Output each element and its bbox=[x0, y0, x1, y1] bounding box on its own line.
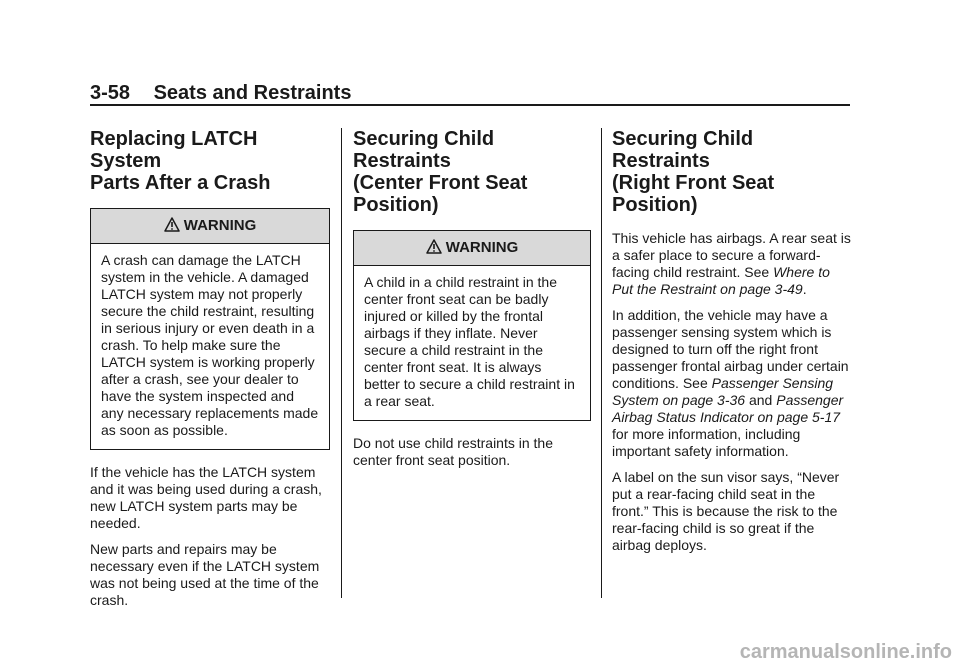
warning-header bbox=[354, 231, 590, 266]
paragraph: In addition, the vehicle may have a passenger sensing system which is designed to turn off the right front passenger frontal airbag under certain conditions. See Passenger Sensing System on page 3-36 and Passenger Airbag Status Indicator on page 5-17 for more information, including important safety information. bbox=[612, 307, 849, 459]
cross-reference-link[interactable]: Passenger Sensing System on page 3-36 bbox=[612, 375, 834, 408]
warning-label: WARNING bbox=[445, 239, 519, 256]
warning-triangle-icon bbox=[426, 239, 442, 254]
section-heading: Replacing LATCH System Parts After a Crash bbox=[90, 128, 271, 194]
column-latch-replacement bbox=[90, 128, 330, 618]
warning-box bbox=[353, 230, 591, 421]
warning-text: A crash can damage the LATCH system in the vehicle. A damaged LATCH system may not properly secure the child restraint, resulting in serious injury or even death in a crash. To help make sure the LATCH system is working properly after a crash, see your dealer to have the system inspected and any necessary replacements made as soon as possible. bbox=[101, 252, 319, 438]
warning-label: WARNING bbox=[183, 217, 257, 234]
paragraph: A label on the sun visor says, “Never put a rear-facing child seat in the front.” This is because the risk to the rear-facing child is so great if the airbag deploys. bbox=[612, 469, 840, 553]
cross-reference-link[interactable]: Passenger Airbag Status Indicator on page 5-17 bbox=[612, 392, 844, 425]
paragraph: Do not use child restraints in the center front seat position. bbox=[353, 435, 553, 468]
header-rule bbox=[90, 104, 850, 106]
section-heading: Securing Child Restraints (Right Front Seat Position) bbox=[612, 128, 775, 216]
paragraph: If the vehicle has the LATCH system and it was being used during a crash, new LATCH system parts may be needed. bbox=[90, 464, 322, 531]
warning-header bbox=[91, 209, 329, 244]
section-title: Seats and Restraints bbox=[153, 82, 352, 104]
column-right-front-seat bbox=[612, 128, 852, 563]
paragraph: New parts and repairs may be necessary even if the LATCH system was not being used at the time of the crash. bbox=[90, 541, 320, 608]
page-header bbox=[90, 82, 351, 105]
cross-reference-link[interactable]: Where to Put the Restraint on page 3-49 bbox=[612, 264, 830, 297]
section-heading: Securing Child Restraints (Center Front Seat Position) bbox=[353, 128, 528, 216]
warning-triangle-icon bbox=[164, 217, 180, 232]
page-number: 3-58 bbox=[90, 82, 131, 104]
warning-text: A child in a child restraint in the center front seat can be badly injured or killed by the frontal airbags if they inflate. Never secure a child restraint in the center front seat. It is always better to secure a child restraint in a rear seat. bbox=[364, 274, 575, 409]
column-divider bbox=[601, 128, 602, 598]
column-center-front-seat bbox=[353, 128, 591, 478]
column-divider bbox=[341, 128, 342, 598]
warning-box bbox=[90, 208, 330, 450]
watermark: carmanualsonline.info bbox=[739, 641, 952, 663]
paragraph: This vehicle has airbags. A rear seat is a safer place to secure a forward-facing child restraint. See Where to Put the Restraint on page 3-49. bbox=[612, 230, 851, 297]
